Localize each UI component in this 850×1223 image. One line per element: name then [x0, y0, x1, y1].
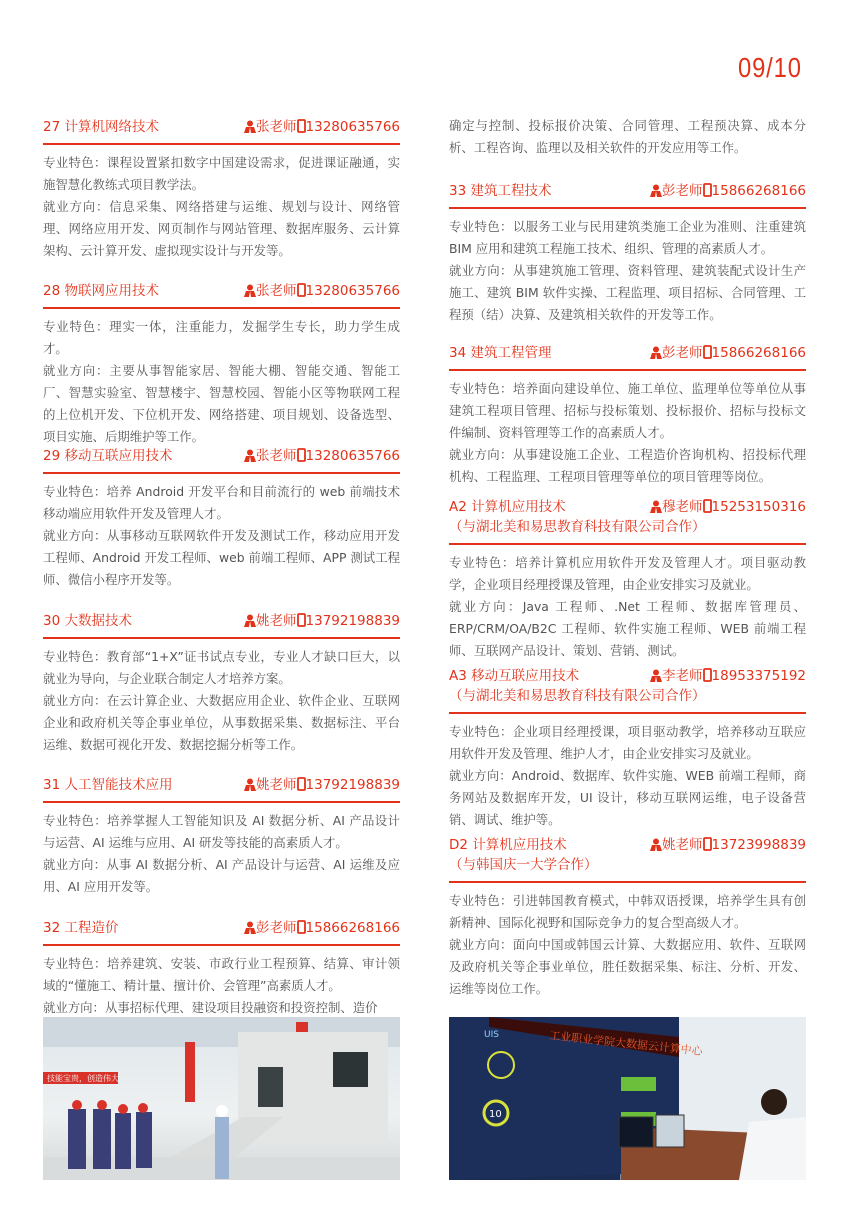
- contact-info: [650, 835, 806, 857]
- teacher-name: 李老师: [662, 668, 703, 684]
- section-header: [449, 181, 806, 209]
- contact-info: [650, 343, 806, 365]
- teacher-name: 穆老师: [662, 499, 703, 515]
- major-title: D2 计算机应用技术: [449, 837, 567, 853]
- major-section: [43, 611, 400, 756]
- phone-number: 13280635766: [305, 119, 400, 135]
- major-section: [449, 666, 806, 831]
- phone-icon: [703, 345, 712, 365]
- paragraph: 专业特色：培养面向建设单位、施工单位、监理单位等单位从事建筑工程项目管理、招标与投标策划、投标报价、招标与投标文件编制、资料管理等工作的高素质人才。: [449, 381, 806, 440]
- phone-number: 15253150316: [711, 499, 806, 515]
- paragraph: 就业方向：信息采集、网络搭建与运维、规划与设计、网络管理、网络应用开发、网页制作与网站管理、数据库服务、云计算架构、云计算开发、虚拟现实设计与开发等。: [43, 199, 400, 258]
- phone-number: 15866268166: [711, 183, 806, 199]
- major-title: A3 移动互联应用技术: [449, 668, 580, 684]
- teacher-name: 姚老师: [256, 613, 297, 629]
- major-section: [43, 117, 400, 262]
- paragraph: 专业特色：培养建筑、安装、市政行业工程预算、结算、审计领域的“懂施工、精计量、擅计价、会管理”高素质人才。: [43, 956, 400, 993]
- page-number: 09/10: [738, 52, 802, 83]
- section-header: [449, 497, 806, 545]
- contact-info: [244, 117, 400, 139]
- paragraph: 就业方向：主要从事智能家居、智能大棚、智能交通、智能工厂、智慧实验室、智慧楼宇、智慧校园、智能小区等物联网工程的上位机开发、下位机开发、网络搭建、项目规划、设备选型、项目实施、后期维护等工作。: [43, 363, 400, 444]
- phone-number: 18953375192: [711, 668, 806, 684]
- paragraph: 专业特色：教育部“1+X”证书试点专业，专业人才缺口巨大，以就业为导向，与企业联合制定人才培养方案。: [43, 649, 400, 686]
- contact-info: [650, 666, 806, 688]
- paragraph: 专业特色：引进韩国教育模式，中韩双语授课，培养学生具有创新精神、国际化视野和国际竞争力的复合型高级人才。: [449, 893, 806, 930]
- section-header: [43, 281, 400, 309]
- paragraph: 专业特色：培养 Android 开发平台和目前流行的 web 前端技术移动端应用软件开发及管理人才。: [43, 484, 400, 521]
- person-icon: [650, 668, 662, 688]
- section-header: [43, 611, 400, 639]
- paragraph: 专业特色：培养掌握人工智能知识及 AI 数据分析、AI 产品设计与运营、AI 运维与应用、AI 研发等技能的高素质人才。: [43, 813, 400, 850]
- paragraph: 专业特色：课程设置紧扣数字中国建设需求，促进课证融通，实施智慧化教练式项目教学法。: [43, 155, 400, 192]
- teacher-name: 姚老师: [256, 777, 297, 793]
- teacher-name: 彭老师: [256, 920, 297, 936]
- major-title: 27 计算机网络技术: [43, 119, 159, 135]
- teacher-name: 姚老师: [662, 837, 703, 853]
- section-header: [43, 918, 400, 946]
- person-icon: [244, 448, 256, 468]
- phone-number: 13280635766: [305, 448, 400, 464]
- paragraph: 就业方向：Android、数据库、软件实施、WEB 前端工程师，商务网站及数据库开发，UI 设计，移动互联网运维，电子设备营销、调试、维护等。: [449, 768, 806, 827]
- screen-badge: UIS: [484, 1030, 499, 1040]
- major-partner: （与韩国庆一大学合作）: [449, 857, 598, 873]
- person-icon: [244, 283, 256, 303]
- phone-icon: [297, 283, 306, 303]
- phone-number: 13723998839: [711, 837, 806, 853]
- person-icon: [650, 345, 662, 365]
- datacenter-banner-text: 工业职业学院大数据云计算中心: [548, 1029, 704, 1059]
- section-header: [43, 117, 400, 145]
- major-title: 32 工程造价: [43, 920, 119, 936]
- paragraph: 就业方向：Java 工程师、.Net 工程师、数据库管理员、ERP/CRM/OA/B2C 工程师、软件实施工程师、WEB 前端工程师、互联网产品设计、策划、营销、测试。: [449, 599, 806, 658]
- phone-number: 15866268166: [305, 920, 400, 936]
- contact-info: [650, 497, 806, 519]
- teacher-name: 彭老师: [662, 345, 703, 361]
- teacher-name: 张老师: [256, 448, 297, 464]
- person-icon: [244, 920, 256, 940]
- paragraph: 就业方向：面向中国或韩国云计算、大数据应用、软件、互联网及政府机关等企事业单位，胜任数据采集、标注、分析、开发、运维等岗位工作。: [449, 937, 806, 996]
- major-section: [449, 181, 806, 326]
- training-hall-photo: [43, 1017, 400, 1180]
- paragraph: 专业特色：以服务工业与民用建筑类施工企业为准则、注重建筑 BIM 应用和建筑工程施工技术、组织、管理的高素质人才。: [449, 219, 806, 256]
- paragraph: 确定与控制、投标报价决策、合同管理、工程预决算、成本分析、工程咨询、监理以及相关软件的开发应用等工作。: [449, 118, 806, 155]
- phone-number: 15866268166: [711, 345, 806, 361]
- major-section: [43, 918, 400, 1019]
- major-title: 30 大数据技术: [43, 613, 132, 629]
- phone-number: 13792198839: [305, 777, 400, 793]
- contact-info: [244, 281, 400, 303]
- contact-info: [650, 181, 806, 203]
- datacenter-photo: [449, 1017, 806, 1180]
- screen-number: 10: [489, 1109, 502, 1120]
- contact-info: [244, 446, 400, 468]
- person-icon: [650, 837, 662, 857]
- teacher-name: 张老师: [256, 119, 297, 135]
- person-icon: [244, 613, 256, 633]
- major-section: [43, 775, 400, 898]
- major-section: [43, 281, 400, 448]
- section-header: [43, 775, 400, 803]
- paragraph: 就业方向：从事招标代理、建设项目投融资和投资控制、造价: [43, 1000, 378, 1015]
- phone-icon: [297, 920, 306, 940]
- phone-icon: [703, 668, 712, 688]
- phone-icon: [703, 183, 712, 203]
- section-header: [449, 343, 806, 371]
- paragraph: 就业方向：从事建筑施工管理、资料管理、建筑装配式设计生产施工、建筑 BIM 软件实操、工程监理、项目招标、合同管理、工程预（结）决算、及建筑相关软件的开发等工作。: [449, 263, 806, 322]
- banner-text: 技能宝贵，创造伟大: [47, 1074, 119, 1083]
- major-section: [449, 497, 806, 662]
- phone-icon: [297, 777, 306, 797]
- major-title: 28 物联网应用技术: [43, 283, 159, 299]
- phone-icon: [703, 837, 712, 857]
- major-section: [43, 446, 400, 591]
- section-header: [449, 835, 806, 883]
- phone-number: 13792198839: [305, 613, 400, 629]
- person-icon: [244, 777, 256, 797]
- major-partner: （与湖北美和易思教育科技有限公司合作）: [449, 519, 706, 535]
- paragraph: 专业特色：企业项目经理授课，项目驱动教学，培养移动互联应用软件开发及管理、维护人才，由企业安排实习及就业。: [449, 724, 806, 761]
- paragraph: 就业方向：在云计算企业、大数据应用企业、软件企业、互联网企业和政府机关等企事业单位，从事数据采集、数据标注、平台运维、数据可视化开发、数据挖掘分析等工作。: [43, 693, 400, 752]
- major-title: 34 建筑工程管理: [449, 345, 552, 361]
- person-icon: [244, 119, 256, 139]
- major-title: 31 人工智能技术应用: [43, 777, 173, 793]
- section-header: [43, 446, 400, 474]
- paragraph: 专业特色：培养计算机应用软件开发及管理人才。项目驱动教学，企业项目经理授课及管理，由企业安排实习及就业。: [449, 555, 806, 592]
- contact-info: [244, 918, 400, 940]
- phone-number: 13280635766: [305, 283, 400, 299]
- section-header: [449, 666, 806, 714]
- major-title: 33 建筑工程技术: [449, 183, 552, 199]
- paragraph: 就业方向：从事 AI 数据分析、AI 产品设计与运营、AI 运维及应用、AI 应用开发等。: [43, 857, 400, 894]
- person-icon: [650, 499, 662, 519]
- major-partner: （与湖北美和易思教育科技有限公司合作）: [449, 688, 706, 704]
- phone-icon: [297, 448, 306, 468]
- person-icon: [650, 183, 662, 203]
- major-section: [449, 343, 806, 488]
- paragraph: 就业方向：从事移动互联网软件开发及测试工作，移动应用开发工程师、Android 开发工程师、web 前端工程师、APP 测试工程师、微信小程序开发等。: [43, 528, 400, 587]
- phone-icon: [297, 119, 306, 139]
- phone-icon: [297, 613, 306, 633]
- major-title: A2 计算机应用技术: [449, 499, 566, 515]
- paragraph: 就业方向：从事建设施工企业、工程造价咨询机构、招投标代理机构、工程监理、工程项目管理等单位的项目管理等岗位。: [449, 447, 806, 484]
- teacher-name: 张老师: [256, 283, 297, 299]
- contact-info: [244, 775, 400, 797]
- major-title: 29 移动互联应用技术: [43, 448, 173, 464]
- major-section: [449, 835, 806, 1000]
- paragraph: 专业特色：理实一体，注重能力，发掘学生专长，助力学生成才。: [43, 319, 400, 356]
- contact-info: [244, 611, 400, 633]
- phone-icon: [703, 499, 712, 519]
- teacher-name: 彭老师: [662, 183, 703, 199]
- continuation-text: [449, 115, 806, 159]
